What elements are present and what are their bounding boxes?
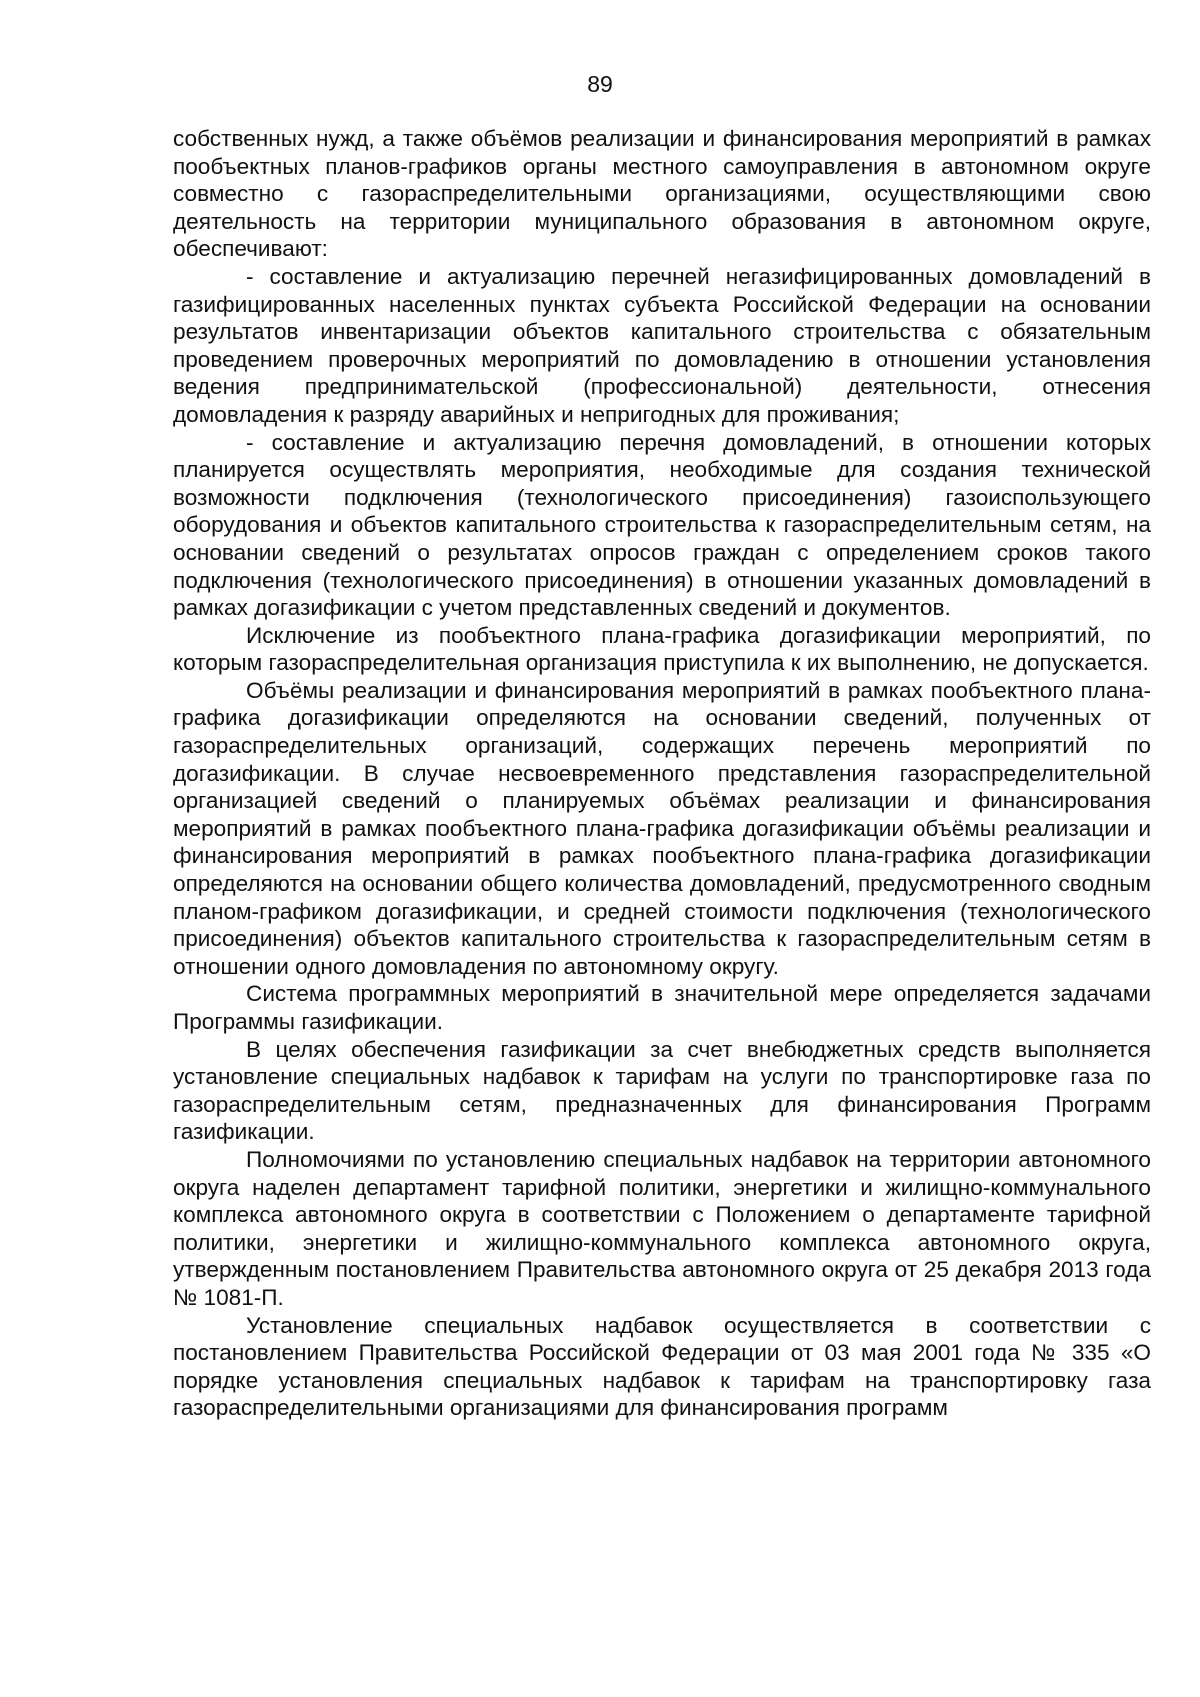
paragraph-regulation: Установление специальных надбавок осуществляется в соответствии с постановлением Правительства Российской Федерации от 03 мая 2001 года № 335 «О порядке установления специальных надбавок к тарифам на транспортировку газа газораспределительными организациями для финансирования программ — [173, 1312, 1151, 1421]
paragraph-tariff-surcharges: В целях обеспечения газификации за счет внебюджетных средств выполняется установление специальных надбавок к тарифам на услуги по транспортировке газа по газораспределительным сетям, предназначенных для финансирования Программ газификации. — [173, 1036, 1151, 1145]
paragraph-authority: Полномочиями по установлению специальных надбавок на территории автономного округа наделен департамент тарифной политики, энергетики и жилищно-коммунального комплекса автономного округа в соответствии с Положением о департаменте тарифной политики, энергетики и жилищно-коммунального комплекса автономного округа, утвержденным постановлением Правительства автономного округа от 25 декабря 2013 года № 1081-П. — [173, 1146, 1151, 1310]
page-number: 89 — [587, 71, 613, 97]
paragraph-volumes: Объёмы реализации и финансирования мероприятий в рамках пообъектного плана-графика догазификации определяются на основании сведений, полученных от газораспределительных организаций, содержащих перечень мероприятий по догазификации. В случае несвоевременного представления газораспределительной организацией сведений о планируемых объёмах реализации и финансирования мероприятий в рамках пообъектного плана-графика догазификации объёмы реализации и финансирования мероприятий в рамках пообъектного плана-графика догазификации определяются на основании общего количества домовладений, предусмотренного сводным планом-графиком догазификации, и средней стоимости подключения (технологического присоединения) объектов капитального строительства к газораспределительным сетям в отношении одного домовладения по автономному округу. — [173, 677, 1151, 979]
paragraph-intro: собственных нужд, а также объёмов реализации и финансирования мероприятий в рамках пообъектных планов-графиков органы местного самоуправления в автономном округе совместно с газораспределительными организациями, осуществляющими свою деятельность на территории муниципального образования в автономном округе, обеспечивают: — [173, 126, 1151, 262]
paragraph-list-item-gasification-list: - составление и актуализацию перечней негазифицированных домовладений в газифицированных населенных пунктах субъекта Российской Федерации на основании результатов инвентаризации объектов капитального строительства с обязательным проведением проверочных мероприятий по домовладению в отношении установления ведения предпринимательской (профессиональной) деятельности, отнесения домовладения к разряду аварийных и непригодных для проживания; — [173, 263, 1151, 427]
paragraph-program-system: Система программных мероприятий в значительной мере определяется задачами Программы газификации. — [173, 981, 1151, 1034]
paragraph-exclusion: Исключение из пообъектного плана-графика догазификации мероприятий, по которым газораспределительная организация приступила к их выполнению, не допускается. — [173, 622, 1151, 676]
paragraph-list-item-connection-list: - составление и актуализацию перечня домовладений, в отношении которых планируется осуществлять мероприятия, необходимые для создания технической возможности подключения (технологического присоединения) газоиспользующего оборудования и объектов капитального строительства к газораспределительным сетям, на основании сведений о результатах опросов граждан с определением сроков такого подключения (технологического присоединения) в отношении указанных домовладений в рамках догазификации с учетом представленных сведений и документов. — [173, 429, 1151, 621]
document-body — [173, 125, 1151, 1422]
